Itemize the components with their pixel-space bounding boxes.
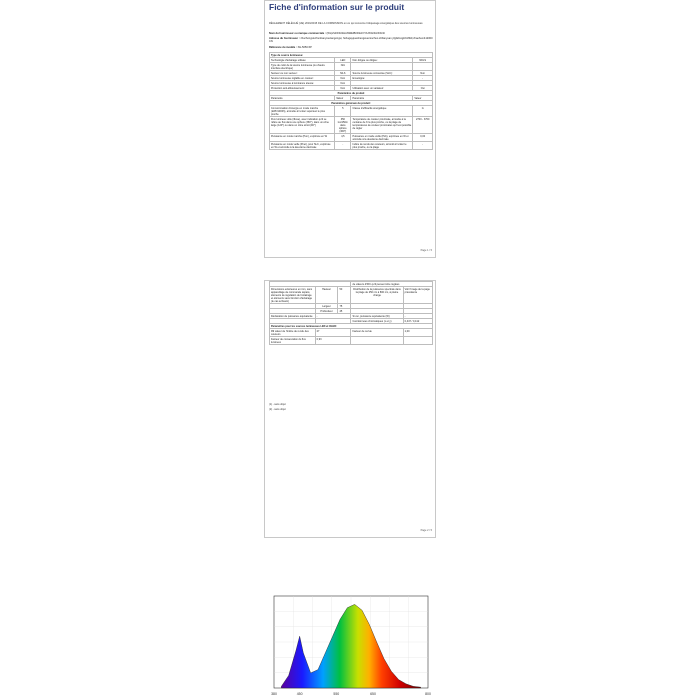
table-cell: 45 — [338, 309, 351, 314]
table-cell: 0,447 / 0,412 — [403, 319, 432, 324]
table-cell: 75 — [338, 304, 351, 309]
table-cell: - — [315, 314, 351, 319]
led-section-header: Paramètres pour les sources lumineuses LED et OLED: — [270, 324, 433, 329]
page-title: Fiche d'information sur le produit — [269, 2, 405, 12]
table-cell: Consommation d'énergie en mode marche (kWh/1000h), arrondie à l'entier supérieur le plus proche — [270, 106, 335, 117]
table-cell: Dimensions extérieures en mm, sans appareillage de commande séparé, éléments de régulation de l'éclairage et éléments sans fonction d'éclairage (le cas échéant) — [270, 287, 316, 304]
type-section-header: Type de source lumineuse: — [270, 53, 433, 58]
table-cell: - — [413, 142, 433, 150]
table-cell: - — [403, 314, 432, 319]
param-row — [270, 134, 433, 142]
table-cell — [403, 337, 432, 345]
table-cell: Non dirigée ou dirigée: — [351, 58, 413, 63]
table-cell: Non — [335, 86, 351, 91]
table-cell: 2700 - 3700 — [413, 117, 433, 134]
type-table — [269, 52, 433, 150]
table-cell: Oui — [413, 86, 433, 91]
params-header-row: Paramètre Valeur Paramètre Valeur — [270, 96, 433, 101]
table-cell: Type de culot de la source lumineuse (ou d'autre interface électrique) — [270, 63, 335, 71]
table-cell: G — [413, 106, 433, 117]
table-cell: 50 — [338, 287, 351, 304]
table-cell: Indice de rendu des couleurs, arrondi à l'entier le plus proche, ou la plage — [351, 142, 413, 150]
dimension-row — [270, 287, 433, 304]
page-number: Page 2 / 5 — [420, 529, 432, 532]
table-cell: 350 lux/150m dans sphère (360°) — [335, 117, 351, 134]
table-cell: Facteur de conservation du flux lumineux — [270, 337, 316, 345]
table-cell: Technologie d'éclairage utilisée: — [270, 58, 335, 63]
type-row — [270, 63, 433, 71]
address-line: Adresse du fournisseur : zhuchongxiuzhunbanyouxiangongsi, hshugayqueshengwuenruchuo shifanyuan yfgilsbxqyb9-89dr,zhaohum412000 CN — [269, 37, 433, 44]
table-cell: Protection anti-éblouissement: — [270, 86, 335, 91]
x-tick-label: 650 — [370, 692, 376, 696]
table-cell: Si oui, puissance équivalente (W) — [351, 314, 403, 319]
table-cell: Température de couleur proximale, arrondie à la centaine de K la plus proche, ou la plage de températures de couleur proximales qu'il est possible de régler — [351, 117, 413, 134]
table-cell: Puissance en mode marche (Pon), exprimée en W — [270, 134, 335, 142]
irc-continuation: de valeurs d'IRC qu'il peuvent être réglées — [351, 282, 433, 287]
led-row — [270, 329, 433, 337]
x-tick-label: 800 — [425, 692, 431, 696]
table-cell: - — [413, 76, 433, 81]
table-cell: Source lumineuse réglable en couleur: — [270, 76, 335, 81]
table-cell: Non — [413, 71, 433, 76]
table-cell: 1,00 — [403, 329, 432, 337]
table-cell: N/A — [335, 63, 351, 71]
table-cell — [351, 63, 413, 71]
table-cell: Non — [335, 81, 351, 86]
x-tick-label: 550 — [333, 692, 340, 696]
page2-table — [269, 281, 433, 345]
regulation-text: RÈGLEMENT DÉLÉGUÉ (UE) 2019/2015 DE LA COMMISSION en ce qui concerne l'étiquetage énergétique des sources lumineuses — [269, 22, 423, 25]
fiche-page-2 — [264, 280, 436, 538]
x-tick-label: 380 — [271, 692, 277, 696]
table-cell: Enveloppe: — [351, 76, 413, 81]
table-cell: NDLS — [413, 58, 433, 63]
table-cell: Source lumineuse à luminance élevée: — [270, 81, 335, 86]
table-cell: MLS — [335, 71, 351, 76]
table-cell: 4,5 — [335, 134, 351, 142]
param-row — [270, 106, 433, 117]
table-cell: Profondeur — [315, 309, 338, 314]
table-cell: Source lumineuse connectée (SLC): — [351, 71, 413, 76]
table-cell: LED — [335, 58, 351, 63]
table-cell: R9 valeur de l'indice de rendu des couleurs — [270, 329, 316, 337]
table-cell: 27 — [315, 329, 351, 337]
x-ticks — [271, 692, 431, 696]
table-cell: Classe d'efficacité énergétique — [351, 106, 413, 117]
table-cell: Facteur de survie — [351, 329, 403, 337]
param-row — [270, 142, 433, 150]
table-cell: Coordonnées chromatiques (x et y) — [351, 319, 403, 324]
table-cell: Utilisation avec un variateur: — [351, 86, 413, 91]
table-cell — [351, 337, 403, 345]
param-row — [270, 117, 433, 134]
table-cell: - — [335, 142, 351, 150]
table-cell: Puissance en mode veille (Psb), exprimée en W et arrondie à la deuxième décimale — [351, 134, 413, 142]
general-section-header: Paramètres généraux du produit: — [270, 101, 433, 106]
table-cell: 0,00 — [413, 134, 433, 142]
table-cell: Non — [335, 76, 351, 81]
spectrum-chart — [268, 594, 431, 697]
table-cell: Distribution de la puissance spectrale dans la plage de 250 nm à 800 nm, à pleine charge — [351, 287, 403, 304]
table-cell: Voir l'image de la page précédente — [403, 287, 432, 304]
table-cell: Flux lumineux utile (Φuse), avec indication qu'il se réfère au flux dans une sphère (360°), dans un cône large (120°) ou dans un cône étroit (90°) — [270, 117, 335, 134]
footnote-1: (1) - sans objet — [269, 403, 286, 406]
led-row — [270, 337, 433, 345]
table-cell — [413, 63, 433, 71]
table-cell: Hauteur — [315, 287, 338, 304]
params-section-header: Paramètres du produit — [270, 91, 433, 96]
x-tick-label: 450 — [296, 692, 303, 696]
fiche-page-1 — [264, 0, 436, 258]
page-number: Page 1 / 5 — [420, 249, 432, 252]
table-cell: Largeur — [315, 304, 338, 309]
supplier-line: Nom du fournisseur ou marque commerciale : (WL)ZHONGSHANWEIBOKEJIYOUXIANGONGSI — [269, 32, 385, 35]
footnote-2: (2) - sans objet — [269, 408, 286, 411]
table-cell: 0,93 — [315, 337, 351, 345]
table-cell: Secteur ou non secteur: — [270, 71, 335, 76]
table-cell: Déclaration de puissance équivalente — [270, 314, 316, 319]
model-line: Référence du modèle : XH-5050-5P — [269, 46, 312, 49]
table-cell: 5 — [335, 106, 351, 117]
table-cell: Puissance en mode veille (Pnet), pour SLC, exprimée en W et arrondie à la deuxième décimale — [270, 142, 335, 150]
